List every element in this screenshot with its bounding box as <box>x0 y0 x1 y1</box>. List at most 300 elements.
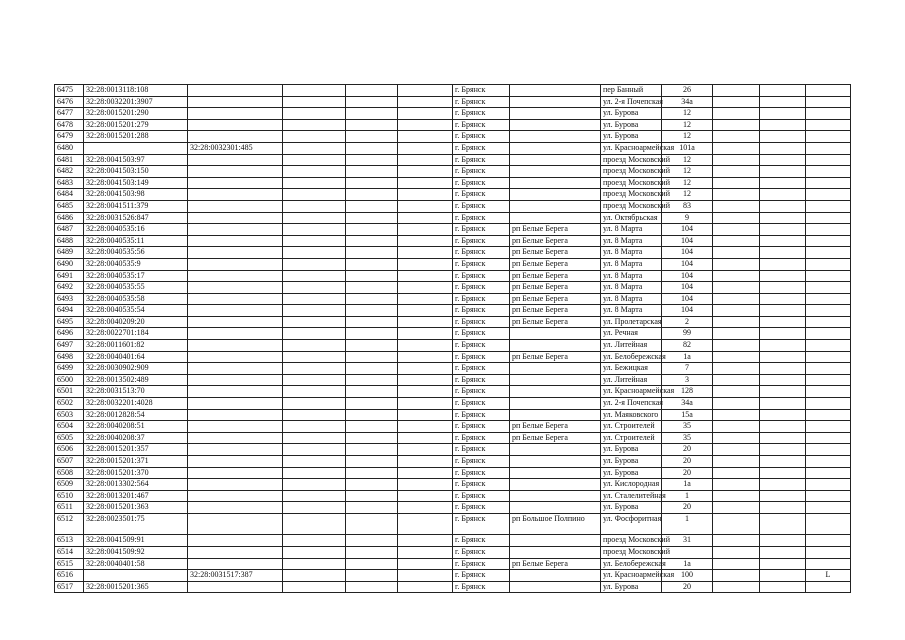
empty-cell <box>398 513 453 535</box>
empty-cell <box>346 293 398 305</box>
row-number-cell: 6478 <box>55 119 84 131</box>
empty-cell <box>713 456 760 468</box>
empty-cell <box>346 547 398 559</box>
cadastral-number-alt-cell <box>188 212 283 224</box>
city-cell: г. Брянск <box>453 432 510 444</box>
note-cell <box>806 398 851 410</box>
cadastral-number-alt-cell <box>188 374 283 386</box>
empty-cell <box>283 212 346 224</box>
row-number-cell: 6500 <box>55 374 84 386</box>
street-cell: ул. 8 Марта <box>601 258 662 270</box>
house-number-cell: 104 <box>662 293 713 305</box>
empty-cell <box>346 142 398 154</box>
city-cell: г. Брянск <box>453 456 510 468</box>
cadastral-number-cell: 32:28:0013502:489 <box>84 374 188 386</box>
table-row <box>55 444 851 456</box>
cadastral-number-cell: 32:28:0032201:4028 <box>84 398 188 410</box>
empty-cell <box>760 421 806 433</box>
empty-cell <box>398 398 453 410</box>
empty-cell <box>760 490 806 502</box>
note-cell <box>806 212 851 224</box>
settlement-cell <box>510 535 601 547</box>
house-number-cell: 7 <box>662 363 713 375</box>
row-number-cell: 6510 <box>55 490 84 502</box>
table-row <box>55 189 851 201</box>
cadastral-number-cell: 32:28:0013201:467 <box>84 490 188 502</box>
empty-cell <box>346 270 398 282</box>
empty-cell <box>713 581 760 593</box>
street-cell: ул. Красноармейская <box>601 570 662 582</box>
table-row <box>55 456 851 468</box>
cadastral-number-alt-cell <box>188 224 283 236</box>
empty-cell <box>713 177 760 189</box>
empty-cell <box>283 513 346 535</box>
empty-cell <box>713 363 760 375</box>
street-cell: ул. Красноармейская <box>601 142 662 154</box>
house-number-cell: 104 <box>662 270 713 282</box>
register-table <box>54 84 851 593</box>
empty-cell <box>398 490 453 502</box>
settlement-cell <box>510 502 601 514</box>
cadastral-number-cell: 32:28:0012828:54 <box>84 409 188 421</box>
house-number-cell: 12 <box>662 189 713 201</box>
house-number-cell: 101а <box>662 142 713 154</box>
city-cell: г. Брянск <box>453 131 510 143</box>
city-cell: г. Брянск <box>453 535 510 547</box>
empty-cell <box>346 305 398 317</box>
cadastral-number-cell <box>84 570 188 582</box>
cadastral-number-cell: 32:28:0040535:11 <box>84 235 188 247</box>
row-number-cell: 6506 <box>55 444 84 456</box>
cadastral-number-cell: 32:28:0041503:150 <box>84 166 188 178</box>
street-cell: ул. Октябрьская <box>601 212 662 224</box>
empty-cell <box>283 467 346 479</box>
street-cell: ул. Кислородная <box>601 479 662 491</box>
table-row <box>55 166 851 178</box>
street-cell: ул. 8 Марта <box>601 224 662 236</box>
row-number-cell: 6476 <box>55 96 84 108</box>
street-cell: ул. 8 Марта <box>601 305 662 317</box>
table-row <box>55 212 851 224</box>
empty-cell <box>713 305 760 317</box>
table-row <box>55 547 851 559</box>
settlement-cell: рп Белые Берега <box>510 305 601 317</box>
house-number-cell: 15а <box>662 409 713 421</box>
row-number-cell: 6516 <box>55 570 84 582</box>
note-cell <box>806 131 851 143</box>
table-row <box>55 316 851 328</box>
empty-cell <box>346 85 398 97</box>
empty-cell <box>398 200 453 212</box>
empty-cell <box>713 293 760 305</box>
settlement-cell <box>510 581 601 593</box>
cadastral-number-cell: 32:28:0040535:58 <box>84 293 188 305</box>
house-number-cell: 31 <box>662 535 713 547</box>
empty-cell <box>713 258 760 270</box>
table-row <box>55 374 851 386</box>
cadastral-number-cell: 32:28:0015201:370 <box>84 467 188 479</box>
cadastral-number-alt-cell <box>188 189 283 201</box>
note-cell <box>806 513 851 535</box>
cadastral-number-alt-cell <box>188 547 283 559</box>
city-cell: г. Брянск <box>453 386 510 398</box>
empty-cell <box>346 444 398 456</box>
table-row <box>55 432 851 444</box>
note-cell <box>806 85 851 97</box>
empty-cell <box>398 224 453 236</box>
empty-cell <box>283 535 346 547</box>
house-number-cell: 1а <box>662 558 713 570</box>
note-cell <box>806 166 851 178</box>
empty-cell <box>760 293 806 305</box>
street-cell: ул. 8 Марта <box>601 247 662 259</box>
empty-cell <box>398 154 453 166</box>
empty-cell <box>283 293 346 305</box>
note-cell <box>806 479 851 491</box>
city-cell: г. Брянск <box>453 270 510 282</box>
empty-cell <box>398 142 453 154</box>
cadastral-number-alt-cell <box>188 456 283 468</box>
empty-cell <box>398 351 453 363</box>
table-row <box>55 467 851 479</box>
empty-cell <box>283 270 346 282</box>
empty-cell <box>346 351 398 363</box>
empty-cell <box>398 189 453 201</box>
empty-cell <box>713 316 760 328</box>
city-cell: г. Брянск <box>453 200 510 212</box>
empty-cell <box>283 374 346 386</box>
cadastral-number-cell: 32:28:0011601:82 <box>84 340 188 352</box>
city-cell: г. Брянск <box>453 581 510 593</box>
empty-cell <box>283 456 346 468</box>
table-row <box>55 340 851 352</box>
city-cell: г. Брянск <box>453 293 510 305</box>
empty-cell <box>713 131 760 143</box>
cadastral-number-alt-cell <box>188 166 283 178</box>
empty-cell <box>398 421 453 433</box>
cadastral-number-alt-cell <box>188 558 283 570</box>
city-cell: г. Брянск <box>453 351 510 363</box>
cadastral-number-cell: 32:28:0041509:91 <box>84 535 188 547</box>
note-cell <box>806 247 851 259</box>
settlement-cell <box>510 490 601 502</box>
cadastral-number-cell: 32:28:0015201:290 <box>84 108 188 120</box>
house-number-cell: 104 <box>662 224 713 236</box>
empty-cell <box>760 432 806 444</box>
empty-cell <box>398 502 453 514</box>
cadastral-number-cell: 32:28:0030902:909 <box>84 363 188 375</box>
cadastral-number-alt-cell <box>188 235 283 247</box>
empty-cell <box>713 142 760 154</box>
empty-cell <box>346 212 398 224</box>
empty-cell <box>760 316 806 328</box>
settlement-cell: рп Белые Берега <box>510 421 601 433</box>
cadastral-number-alt-cell <box>188 282 283 294</box>
settlement-cell <box>510 467 601 479</box>
city-cell: г. Брянск <box>453 421 510 433</box>
settlement-cell <box>510 374 601 386</box>
house-number-cell: 1а <box>662 479 713 491</box>
house-number-cell: 12 <box>662 166 713 178</box>
table-row <box>55 282 851 294</box>
street-cell: проезд Московский <box>601 200 662 212</box>
empty-cell <box>346 96 398 108</box>
cadastral-number-cell: 32:28:0031526:847 <box>84 212 188 224</box>
empty-cell <box>713 535 760 547</box>
row-number-cell: 6497 <box>55 340 84 352</box>
settlement-cell <box>510 328 601 340</box>
empty-cell <box>398 293 453 305</box>
empty-cell <box>283 502 346 514</box>
table-row <box>55 398 851 410</box>
house-number-cell: 1а <box>662 351 713 363</box>
empty-cell <box>398 535 453 547</box>
empty-cell <box>346 570 398 582</box>
settlement-cell: рп Белые Берега <box>510 235 601 247</box>
empty-cell <box>760 189 806 201</box>
row-number-cell: 6494 <box>55 305 84 317</box>
house-number-cell: 104 <box>662 305 713 317</box>
empty-cell <box>760 456 806 468</box>
empty-cell <box>713 108 760 120</box>
note-cell <box>806 467 851 479</box>
empty-cell <box>346 316 398 328</box>
empty-cell <box>760 212 806 224</box>
note-cell <box>806 409 851 421</box>
settlement-cell <box>510 119 601 131</box>
cadastral-number-alt-cell <box>188 444 283 456</box>
house-number-cell: 20 <box>662 444 713 456</box>
house-number-cell: 82 <box>662 340 713 352</box>
empty-cell <box>760 142 806 154</box>
street-cell: ул. Строителей <box>601 421 662 433</box>
house-number-cell: 104 <box>662 235 713 247</box>
street-cell: ул. Бурова <box>601 581 662 593</box>
city-cell: г. Брянск <box>453 258 510 270</box>
empty-cell <box>398 570 453 582</box>
city-cell: г. Брянск <box>453 328 510 340</box>
empty-cell <box>346 154 398 166</box>
empty-cell <box>398 235 453 247</box>
note-cell: L <box>806 570 851 582</box>
street-cell: ул. 8 Марта <box>601 282 662 294</box>
empty-cell <box>398 96 453 108</box>
street-cell: ул. 8 Марта <box>601 235 662 247</box>
empty-cell <box>283 282 346 294</box>
settlement-cell <box>510 108 601 120</box>
empty-cell <box>398 247 453 259</box>
row-number-cell: 6513 <box>55 535 84 547</box>
settlement-cell: рп Белые Берега <box>510 432 601 444</box>
row-number-cell: 6511 <box>55 502 84 514</box>
house-number-cell: 20 <box>662 467 713 479</box>
cadastral-number-alt-cell <box>188 340 283 352</box>
empty-cell <box>346 166 398 178</box>
note-cell <box>806 340 851 352</box>
empty-cell <box>283 177 346 189</box>
empty-cell <box>713 570 760 582</box>
cadastral-number-cell: 32:28:0040401:64 <box>84 351 188 363</box>
empty-cell <box>760 444 806 456</box>
cadastral-number-cell: 32:28:0013118:108 <box>84 85 188 97</box>
cadastral-number-alt-cell <box>188 96 283 108</box>
empty-cell <box>398 166 453 178</box>
empty-cell <box>713 224 760 236</box>
cadastral-number-alt-cell <box>188 421 283 433</box>
note-cell <box>806 547 851 559</box>
empty-cell <box>283 547 346 559</box>
cadastral-number-cell: 32:28:0040209:20 <box>84 316 188 328</box>
empty-cell <box>346 131 398 143</box>
settlement-cell <box>510 154 601 166</box>
street-cell: ул. Красноармейская <box>601 386 662 398</box>
note-cell <box>806 432 851 444</box>
house-number-cell: 104 <box>662 282 713 294</box>
empty-cell <box>760 340 806 352</box>
street-cell: проезд Московский <box>601 154 662 166</box>
house-number-cell: 20 <box>662 456 713 468</box>
note-cell <box>806 328 851 340</box>
empty-cell <box>283 409 346 421</box>
empty-cell <box>760 224 806 236</box>
settlement-cell: рп Белые Берега <box>510 558 601 570</box>
city-cell: г. Брянск <box>453 479 510 491</box>
empty-cell <box>760 535 806 547</box>
empty-cell <box>398 456 453 468</box>
empty-cell <box>346 189 398 201</box>
house-number-cell: 12 <box>662 177 713 189</box>
empty-cell <box>760 398 806 410</box>
empty-cell <box>283 351 346 363</box>
empty-cell <box>713 154 760 166</box>
empty-cell <box>346 558 398 570</box>
empty-cell <box>398 374 453 386</box>
cadastral-number-alt-cell <box>188 85 283 97</box>
row-number-cell: 6475 <box>55 85 84 97</box>
city-cell: г. Брянск <box>453 502 510 514</box>
empty-cell <box>346 340 398 352</box>
empty-cell <box>713 96 760 108</box>
row-number-cell: 6481 <box>55 154 84 166</box>
empty-cell <box>346 363 398 375</box>
house-number-cell: 26 <box>662 85 713 97</box>
empty-cell <box>760 570 806 582</box>
settlement-cell <box>510 200 601 212</box>
table-row <box>55 177 851 189</box>
empty-cell <box>283 340 346 352</box>
city-cell: г. Брянск <box>453 363 510 375</box>
empty-cell <box>346 328 398 340</box>
empty-cell <box>398 581 453 593</box>
table-row <box>55 224 851 236</box>
empty-cell <box>760 467 806 479</box>
settlement-cell: рп Белые Берега <box>510 247 601 259</box>
street-cell: ул. Бежицкая <box>601 363 662 375</box>
street-cell: проезд Московский <box>601 535 662 547</box>
cadastral-number-cell: 32:28:0032201:3907 <box>84 96 188 108</box>
empty-cell <box>283 235 346 247</box>
note-cell <box>806 502 851 514</box>
empty-cell <box>760 363 806 375</box>
empty-cell <box>760 351 806 363</box>
empty-cell <box>346 374 398 386</box>
empty-cell <box>283 258 346 270</box>
house-number-cell: 83 <box>662 200 713 212</box>
city-cell: г. Брянск <box>453 142 510 154</box>
note-cell <box>806 200 851 212</box>
city-cell: г. Брянск <box>453 398 510 410</box>
note-cell <box>806 456 851 468</box>
empty-cell <box>398 409 453 421</box>
note-cell <box>806 316 851 328</box>
row-number-cell: 6514 <box>55 547 84 559</box>
empty-cell <box>713 351 760 363</box>
settlement-cell <box>510 444 601 456</box>
empty-cell <box>283 421 346 433</box>
cadastral-number-alt-cell <box>188 432 283 444</box>
row-number-cell: 6487 <box>55 224 84 236</box>
empty-cell <box>760 247 806 259</box>
settlement-cell <box>510 189 601 201</box>
empty-cell <box>398 340 453 352</box>
empty-cell <box>760 374 806 386</box>
empty-cell <box>713 119 760 131</box>
note-cell <box>806 351 851 363</box>
empty-cell <box>760 502 806 514</box>
cadastral-number-cell: 32:28:0041503:97 <box>84 154 188 166</box>
empty-cell <box>398 386 453 398</box>
row-number-cell: 6488 <box>55 235 84 247</box>
city-cell: г. Брянск <box>453 85 510 97</box>
settlement-cell <box>510 570 601 582</box>
cadastral-number-alt-cell: 32:28:0031517:387 <box>188 570 283 582</box>
settlement-cell <box>510 177 601 189</box>
city-cell: г. Брянск <box>453 108 510 120</box>
empty-cell <box>283 154 346 166</box>
city-cell: г. Брянск <box>453 282 510 294</box>
empty-cell <box>346 224 398 236</box>
empty-cell <box>346 421 398 433</box>
note-cell <box>806 142 851 154</box>
empty-cell <box>760 85 806 97</box>
table-row <box>55 270 851 282</box>
empty-cell <box>760 235 806 247</box>
house-number-cell: 100 <box>662 570 713 582</box>
table-row <box>55 386 851 398</box>
cadastral-number-alt-cell <box>188 513 283 535</box>
cadastral-number-alt-cell <box>188 467 283 479</box>
settlement-cell <box>510 398 601 410</box>
cadastral-number-cell: 32:28:0040535:16 <box>84 224 188 236</box>
empty-cell <box>760 270 806 282</box>
empty-cell <box>283 166 346 178</box>
row-number-cell: 6498 <box>55 351 84 363</box>
row-number-cell: 6501 <box>55 386 84 398</box>
city-cell: г. Брянск <box>453 154 510 166</box>
street-cell: ул. 2-я Почепская <box>601 398 662 410</box>
street-cell: ул. Речная <box>601 328 662 340</box>
cadastral-number-cell: 32:28:0015201:288 <box>84 131 188 143</box>
row-number-cell: 6485 <box>55 200 84 212</box>
table-row <box>55 581 851 593</box>
house-number-cell: 1 <box>662 513 713 535</box>
house-number-cell: 12 <box>662 131 713 143</box>
house-number-cell: 12 <box>662 154 713 166</box>
empty-cell <box>398 85 453 97</box>
cadastral-number-alt-cell <box>188 363 283 375</box>
empty-cell <box>283 581 346 593</box>
empty-cell <box>283 328 346 340</box>
